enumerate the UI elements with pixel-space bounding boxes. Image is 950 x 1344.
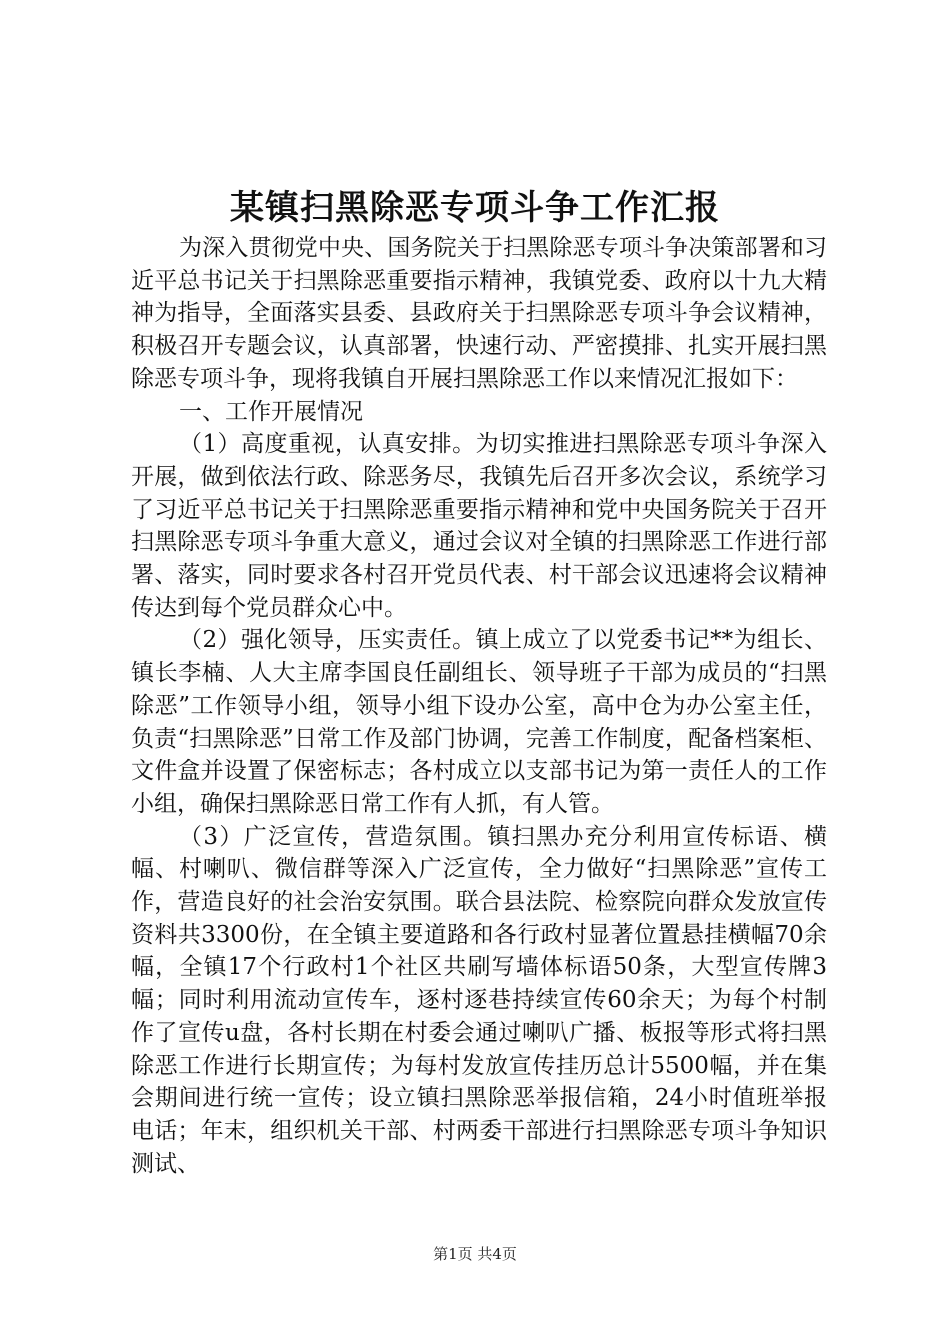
section-heading: 一、工作开展情况 — [179, 398, 363, 425]
intro-paragraph: 为深入贯彻党中央、国务院关于扫黑除恶专项斗争决策部署和习近平总书记关于扫黑除恶重要指示精神，我镇党委、政府以十九大精神为指导，全面落实县委、县政府关于扫黑除恶专项斗争会议精神，积极召开专题会议，认真部署，快速行动、严密摸排、扎实开展扫黑除恶专项斗争，现将我镇自开展扫黑除恶工作以来情况汇报如下： — [131, 235, 827, 392]
document-title: 某镇扫黑除恶专项斗争工作汇报 — [230, 188, 720, 228]
page-number-footer: 第1页 共4页 — [433, 1245, 517, 1263]
document-body — [131, 232, 827, 1180]
paragraph-item-2: （2）强化领导，压实责任。镇上成立了以党委书记**为组长、镇长李楠、人大主席李国良任副组长、领导班子干部为成员的“扫黑除恶”工作领导小组，领导小组下设办公室，高中仓为办公室主任，负责“扫黑除恶”日常工作及部门协调，完善工作制度，配备档案柜、文件盒并设置了保密标志；各村成立以支部书记为第一责任人的工作小组，确保扫黑除恶日常工作有人抓，有人管。 — [131, 627, 827, 817]
paragraph-item-1: （1）高度重视，认真安排。为切实推进扫黑除恶专项斗争深入开展，做到依法行政、除恶务尽，我镇先后召开多次会议，系统学习了习近平总书记关于扫黑除恶重要指示精神和党中央国务院关于召开扫黑除恶专项斗争重大意义，通过会议对全镇的扫黑除恶工作进行部署、落实，同时要求各村召开党员代表、村干部会议迅速将会议精神传达到每个党员群众心中。 — [131, 431, 827, 621]
paragraph-item-3: （3）广泛宣传，营造氛围。镇扫黑办充分利用宣传标语、横幅、村喇叭、微信群等深入广泛宣传，全力做好“扫黑除恶”宣传工作，营造良好的社会治安氛围。联合县法院、检察院向群众发放宣传资料共3300份，在全镇主要道路和各行政村显著位置悬挂横幅70余幅，全镇17个行政村1个社区共刷写墙体标语50条，大型宣传牌3幅；同时利用流动宣传车，逐村逐巷持续宣传60余天；为每个村制作了宣传u盘，各村长期在村委会通过喇叭广播、板报等形式将扫黑除恶工作进行长期宣传；为每村发放宣传挂历总计5500幅，并在集会期间进行统一宣传；设立镇扫黑除恶举报信箱，24小时值班举报电话；年末，组织机关干部、村两委干部进行扫黑除恶专项斗争知识测试、 — [131, 823, 827, 1177]
